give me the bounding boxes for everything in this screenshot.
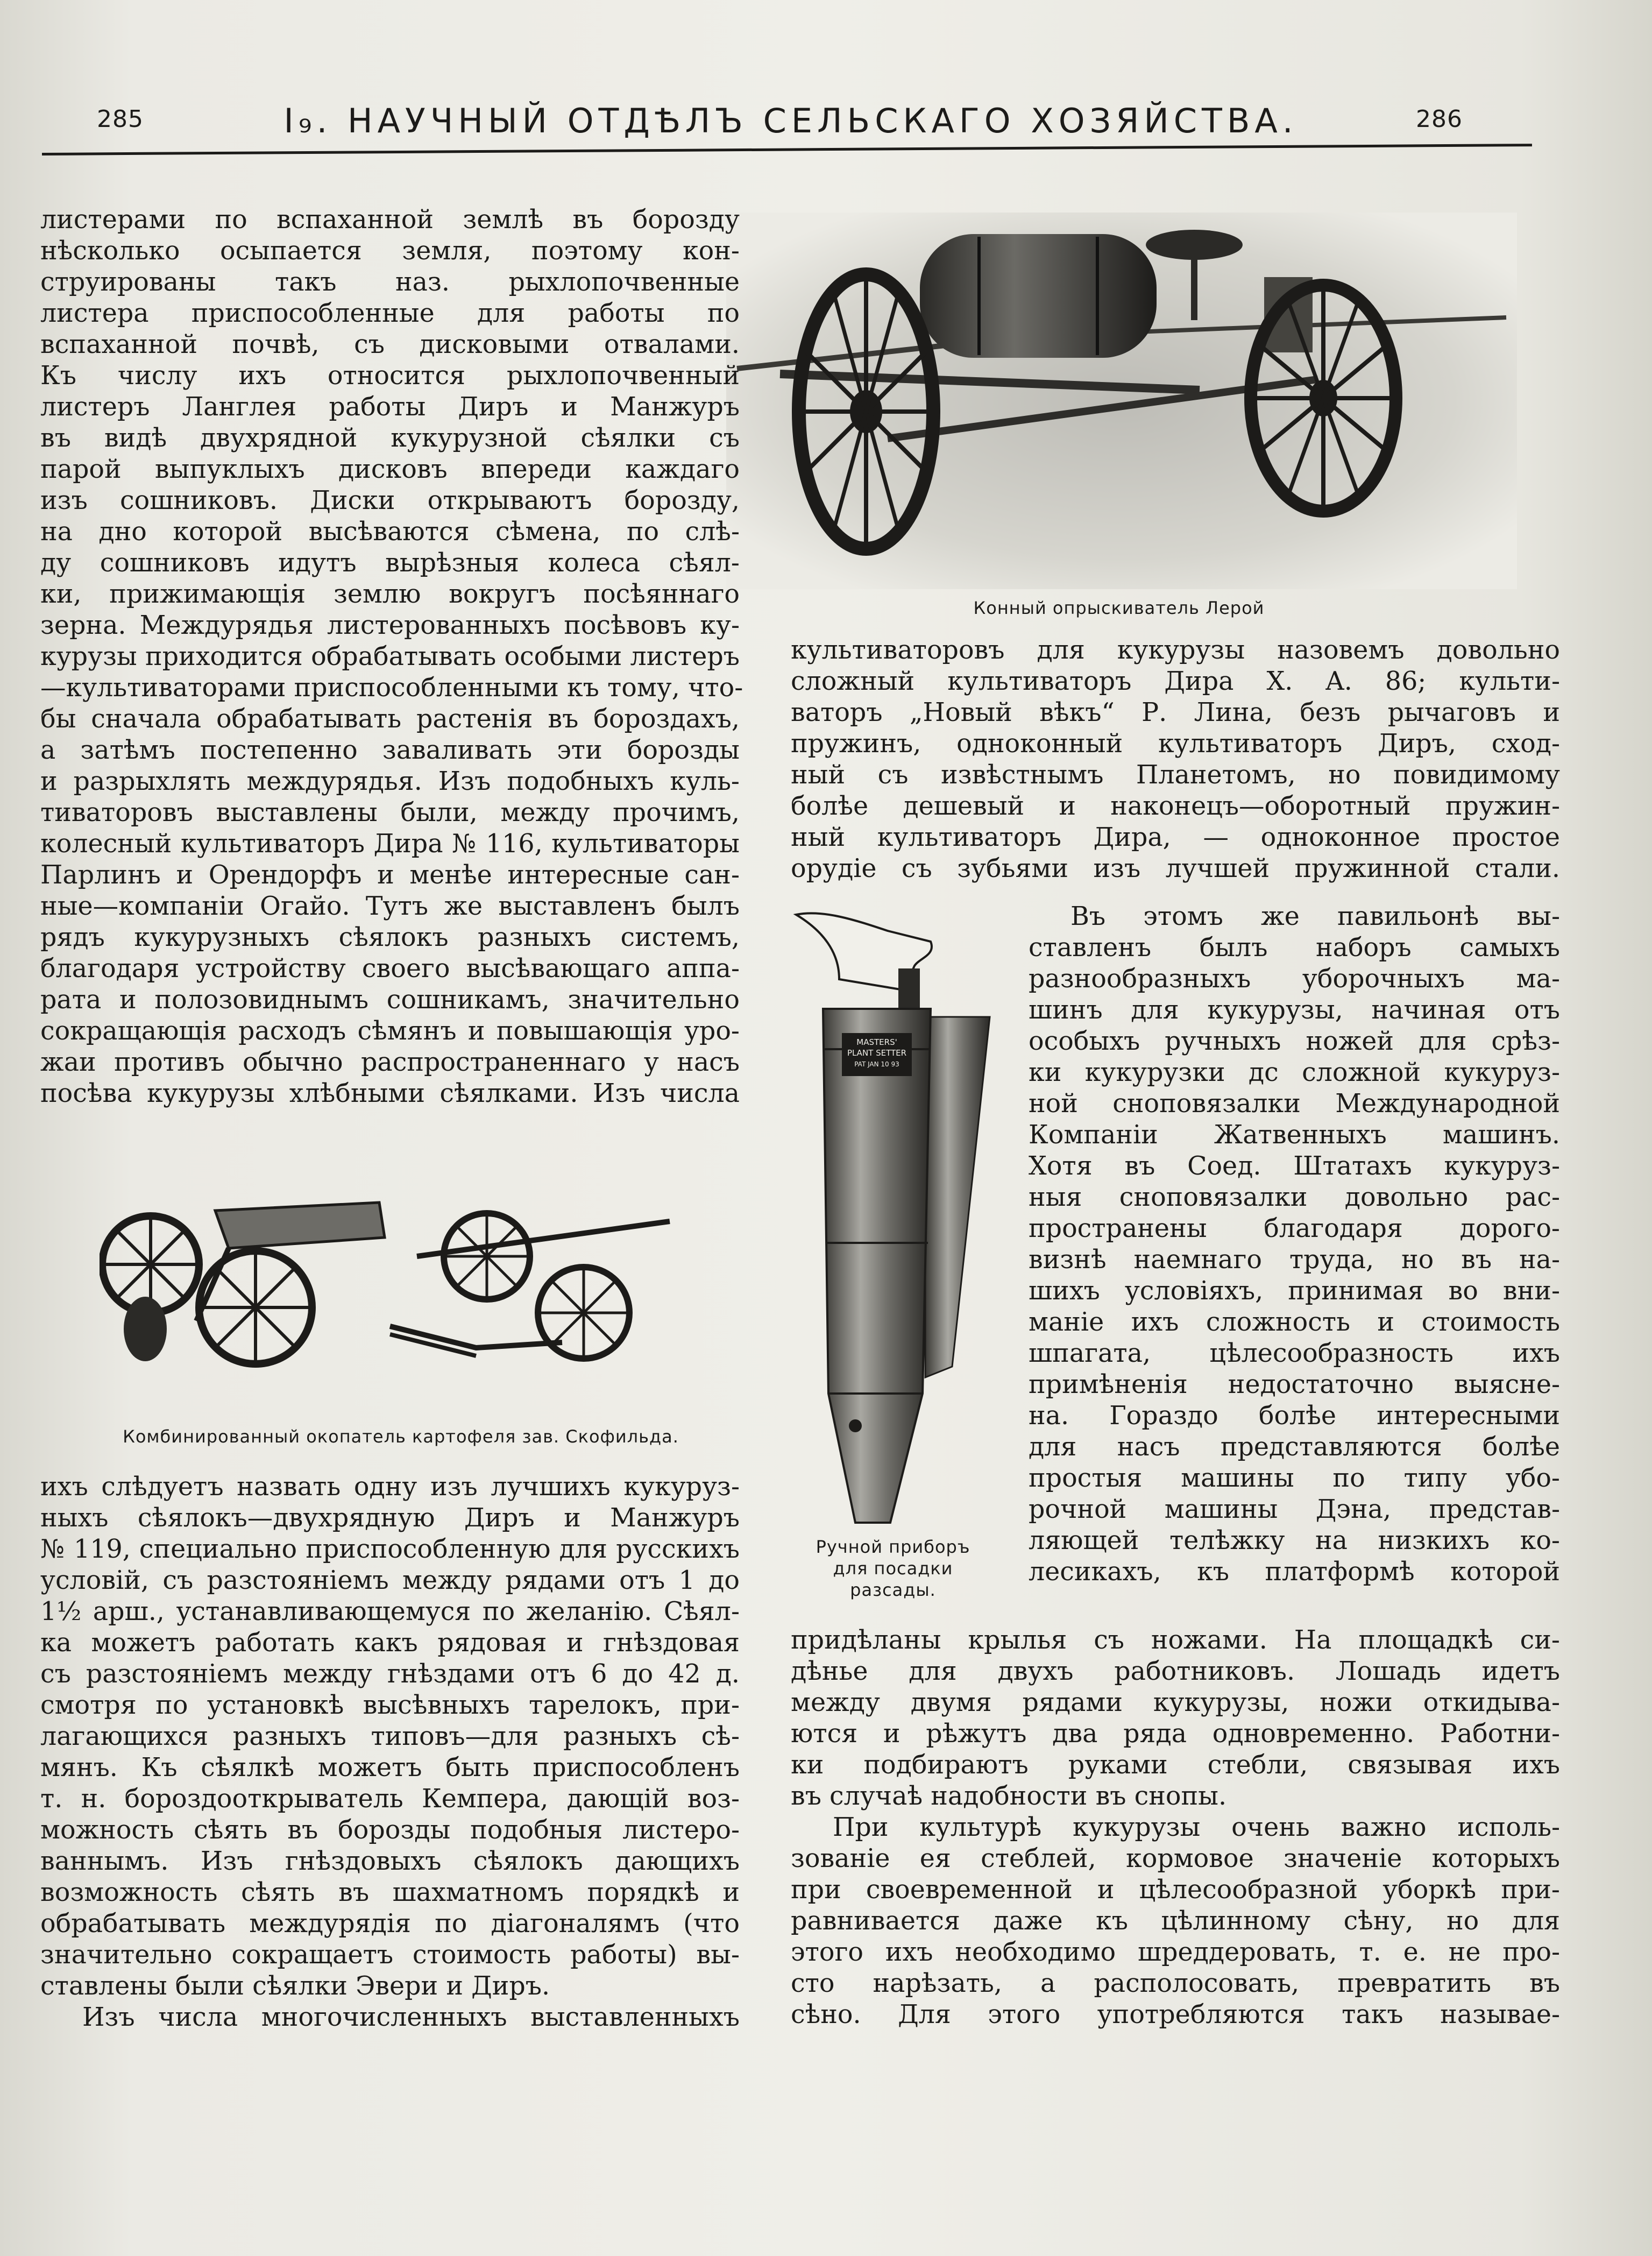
text-line: болѣе дешевый и наконецъ—оборотный пружин- [791,791,1560,821]
text-line: ки кукурузки дс сложной кукуруз- [1029,1058,1560,1087]
text-line: сокращающія расходъ сѣмянъ и повышающія уро- [40,1016,740,1046]
text-line: ляющей телѣжку на низкихъ ко- [1029,1526,1560,1555]
text-line: ный культиваторъ Дира, — одноконное простое [791,823,1560,852]
text-line: въ видѣ двухрядной кукурузной сѣялки съ [40,423,740,453]
text-line: сто нарѣзать, а располосовать, превратить въ [791,1969,1560,1998]
plant-setter-label-2: PLANT SETTER [847,1048,907,1058]
text-line: можность сѣять въ борозды подобныя листеро- [40,1815,740,1845]
text-line: разнообразныхъ уборочныхъ ма- [1029,964,1560,994]
text-line: Въ этомъ же павильонѣ вы- [1070,902,1560,931]
plant-setter-illustration [791,909,995,1539]
text-line: ка можетъ работать какъ рядовая и гнѣздовая [40,1628,740,1658]
right-column-block-2 [791,1625,1560,2031]
sprayer-caption: Конный опрыскиватель Лерой [973,598,1265,618]
text-line: визнѣ наемнаго труда, но въ на- [1029,1245,1560,1275]
text-line: рочной машины Дэна, представ- [1029,1495,1560,1524]
text-line: ные—компаніи Огайо. Тутъ же выставленъ былъ [40,892,740,921]
potato-digger-drawing [100,1192,686,1420]
text-line: сѣно. Для этого употребляются такъ называе- [791,2000,1560,2029]
text-line: Къ числу ихъ относится рыхлопочвенный [40,361,740,391]
plant-setter-label-3: PAT JAN 10 93 [854,1060,899,1068]
text-line: Компаніи Жатвенныхъ машинъ. [1029,1120,1560,1150]
text-line: а затѣмъ постепенно заваливать эти борозды [40,736,740,765]
sprayer-drawing [726,213,1517,589]
text-line: сложный культиваторъ Дира X. A. 86; культи- [791,667,1560,696]
text-line: ваторъ „Новый вѣкъ“ Р. Лина, безъ рычаговъ и [791,698,1560,727]
text-line: ной сноповязалки Международной [1029,1089,1560,1119]
text-line: смотря по установкѣ высѣвныхъ тарелокъ, при- [40,1691,740,1720]
right-column-float-text [1029,901,1560,1588]
text-line: лесикахъ, къ платформѣ которой [1029,1557,1560,1587]
text-line: шпагата, цѣлесообразность ихъ [1029,1339,1560,1368]
plant-setter-caption-line-3: разсады. [850,1580,936,1600]
text-line: изъ сошниковъ. Диски открываютъ борозду, [40,486,740,515]
text-line: ваннымъ. Изъ гнѣздовыхъ сѣялокъ дающихъ [40,1847,740,1876]
text-line: примѣненія недостаточно выясне- [1029,1370,1560,1399]
header-rule [42,144,1532,155]
text-line: простыя машины по типу убо- [1029,1463,1560,1493]
running-head: I₉. НАУЧНЫЙ ОТДѢЛЪ СЕЛЬСКАГО ХОЗЯЙСТВА. [283,101,1298,140]
text-line: шихъ условіяхъ, принимая во вни- [1029,1276,1560,1306]
text-line: рядъ кукурузныхъ сѣялокъ разныхъ системъ, [40,923,740,952]
text-line: листеръ Ланглея работы Диръ и Манжуръ [40,392,740,422]
text-line: ются и рѣжутъ два ряда одновременно. Работни- [791,1719,1560,1749]
text-line: жаи противъ обычно распространеннаго у насъ [40,1048,740,1077]
page-number-left: 285 [97,105,144,133]
text-line: съ разстояніемъ между гнѣздами отъ 6 до 42 д. [40,1659,740,1689]
text-line: зерна. Междурядья листерованныхъ посѣвовъ ку- [40,611,740,640]
text-line: нѣсколько осыпается земля, поэтому кон- [40,236,740,266]
text-line: обрабатывать междурядія по діагоналямъ (что [40,1909,740,1939]
text-line: струированы такъ наз. рыхлопочвенные [40,267,740,297]
plant-setter-caption-line-2: для посадки [833,1558,953,1579]
right-column-float-lines [1029,901,1560,1588]
text-line: ныя сноповязалки довольно рас- [1029,1183,1560,1212]
text-line: зованіе ея стеблей, кормовое значеніе которыхъ [791,1844,1560,1873]
left-column-block-2-lines [40,1472,740,2033]
text-line: придѣланы крылья съ ножами. На площадкѣ си- [791,1625,1560,1655]
text-line: бы сначала обрабатывать растенія въ бороздахъ, [40,704,740,734]
left-column-block-1 [40,204,743,1109]
text-line: При культурѣ кукурузы очень важно исполь- [833,1813,1560,1842]
text-line: орудіе съ зубьями изъ лучшей пружинной стали. [791,854,1560,883]
text-line: въ случаѣ надобности въ снопы. [791,1781,1227,1811]
plant-setter-drawing [791,909,995,1539]
text-line: парой выпуклыхъ дисковъ впереди каждаго [40,455,740,484]
right-column-block-1 [791,635,1560,885]
sprayer-illustration [726,213,1517,589]
plant-setter-caption [791,1536,995,1601]
text-line: Парлинъ и Орендорфъ и менѣе интересные сан- [40,860,740,890]
page-number-right: 286 [1416,105,1463,133]
text-line: колесный культиваторъ Дира № 116, культиваторы [40,829,740,859]
text-line: при своевременной и цѣлесообразной уборкѣ при- [791,1875,1560,1905]
text-line: мянъ. Къ сѣялкѣ можетъ быть приспособленъ [40,1753,740,1783]
text-line: листерами по вспаханной землѣ въ борозду [40,205,740,235]
text-line: ду сошниковъ идутъ вырѣзныя колеса сѣял- [40,548,740,578]
text-line: на. Гораздо болѣе интересными [1029,1401,1560,1431]
text-line: ный съ извѣстнымъ Планетомъ, но повидимому [791,760,1560,790]
text-line: курузы приходится обрабатывать особыми листеръ [40,642,740,671]
right-column-block-1-lines [791,635,1560,885]
text-line: 1½ арш., устанавливающемуся по желанію. Сѣял- [40,1597,740,1626]
text-line: для насъ представляются болѣе [1029,1432,1560,1462]
text-line: тиваторовъ выставлены были, между прочимъ, [40,798,740,828]
text-line: посѣва кукурузы хлѣбными сѣялками. Изъ числа [40,1079,740,1108]
text-line: ставлены были сѣялки Эвери и Диръ. [40,1971,550,2001]
text-line: ныхъ сѣялокъ—двухрядную Диръ и Манжуръ [40,1503,740,1533]
plant-setter-label-1: MASTERS' [856,1037,897,1047]
potato-digger-caption: Комбинированный окопатель картофеля зав. Скофильда. [123,1426,679,1447]
text-line: листера приспособленные для работы по [40,299,740,328]
text-line: шинъ для кукурузы, начиная отъ [1029,995,1560,1025]
text-line: значительно сокращаетъ стоимость работы) вы- [40,1940,740,1970]
text-line: т. н. бороздооткрыватель Кемпера, дающій воз- [40,1784,740,1814]
plant-setter-caption-line-1: Ручной приборъ [816,1537,970,1557]
text-line: особыхъ ручныхъ ножей для срѣз- [1029,1027,1560,1056]
text-line: равнивается даже къ цѣлинному сѣну, но для [791,1906,1560,1936]
text-line: ки подбираютъ руками стебли, связывая ихъ [791,1750,1560,1780]
text-line: Изъ числа многочисленныхъ выставленныхъ [82,2003,740,2032]
left-column-block-1-lines [40,204,743,1109]
text-line: маніе ихъ сложность и стоимость [1029,1307,1560,1337]
right-column-block-2-lines [791,1625,1560,2031]
text-line: ки, прижимающія землю вокругъ посѣяннаго [40,579,740,609]
text-line: культиваторовъ для кукурузы назовемъ довольно [791,635,1560,665]
text-line: возможность сѣять въ шахматномъ порядкѣ и [40,1878,740,1907]
text-line: условій, съ разстояніемъ между рядами отъ 1 до [40,1566,740,1595]
text-line: ставленъ былъ наборъ самыхъ [1029,933,1560,963]
text-line: этого ихъ необходимо шреддеровать, т. е. не про- [791,1937,1560,1967]
left-column-block-2 [40,1472,740,2033]
text-line: Хотя въ Соед. Штатахъ кукуруз- [1029,1151,1560,1181]
text-line: благодаря устройству своего высѣвающаго аппа- [40,954,740,984]
text-line: пространены благодаря дорого- [1029,1214,1560,1243]
text-line: —культиваторами приспособленными къ тому, что- [40,673,743,703]
text-line: и разрыхлять междурядья. Изъ подобныхъ куль- [40,767,740,796]
text-line: пружинъ, одноконный культиваторъ Диръ, сход- [791,729,1560,759]
text-line: № 119, специально приспособленную для русскихъ [40,1534,740,1564]
text-line: рата и полозовиднымъ сошникамъ, значительно [40,985,740,1015]
text-line: лагающихся разныхъ типовъ—для разныхъ сѣ- [40,1722,740,1751]
text-line: ихъ слѣдуетъ назвать одну изъ лучшихъ кукуруз- [40,1472,740,1502]
text-line: вспаханной почвѣ, съ дисковыми отвалами. [40,330,740,359]
text-line: дѣнье для двухъ работниковъ. Лошадь идетъ [791,1657,1560,1686]
text-line: на дно которой высѣваются сѣмена, по слѣ- [40,517,740,547]
text-line: между двумя рядами кукурузы, ножи откидыва- [791,1688,1560,1717]
potato-digger-illustration [100,1192,686,1420]
